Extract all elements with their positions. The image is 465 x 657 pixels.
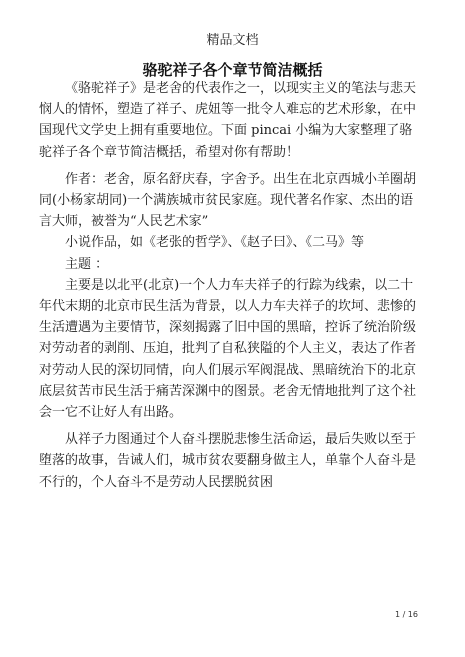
paragraph-intro-text: 《骆驼祥子》是老舍的代表作之一，以现实主义的笔法与悲天悯人的情怀，塑造了祥子、虎妞等一批令人难忘的艺术形象，在中国现代文学史上拥有重要地位。下面 pincai 小编为大家整理了骆驼祥子各个章节简洁概括，希望对你有帮助！ [39, 81, 417, 160]
paragraph-conclusion [39, 429, 425, 493]
document-body [39, 78, 425, 493]
paragraph-works-text: 小说作品，如《老张的哲学》、《赵子曰》、《二马》等 [65, 235, 365, 251]
paragraph-intro [39, 78, 425, 163]
document-title: 骆驼祥子各个章节简洁概括 [142, 61, 323, 79]
page-number: 1 / 16 [394, 610, 418, 619]
paragraph-theme-heading [39, 254, 425, 275]
paragraph-theme-heading-text: 主题 ： [65, 256, 109, 272]
paragraph-author [39, 169, 425, 233]
paragraph-theme-text: 主要是以北平(北京)一个人力车夫祥子的行踪为线索，以二十年代末期的北京市民生活为背景，以人力车夫祥子的坎坷、悲惨的生活遭遇为主要情节，深刻揭露了旧中国的黑暗，控诉了统治阶级对劳动者的剥削、压迫，批判了自私狭隘的个人主义，表达了作者对劳动人民的深切同情，向人们展示军阀混战、黑暗统治下的北京底层贫苦市民生活于痛苦深渊中的图景。老舍无情地批判了这个社会一它不让好人有出路。 [39, 277, 417, 421]
paragraph-conclusion-text: 从祥子力图通过个人奋斗摆脱悲惨生活命运，最后失败以至于堕落的故事，告诫人们，城市贫农要翻身做主人，单靠个人奋斗是不行的，个人奋斗不是劳动人民摆脱贫困 [39, 432, 417, 490]
paragraph-works [39, 232, 425, 253]
paragraph-author-text: 作者：老舍，原名舒庆春，字舍予。出生在北京西城小羊圈胡同(小杨家胡同)一个满族城市贫民家庭。现代著名作家、杰出的语言大师，被誉为“人民艺术家” [39, 171, 417, 230]
page-header: 精品文档 [206, 33, 259, 48]
paragraph-theme [39, 275, 425, 423]
